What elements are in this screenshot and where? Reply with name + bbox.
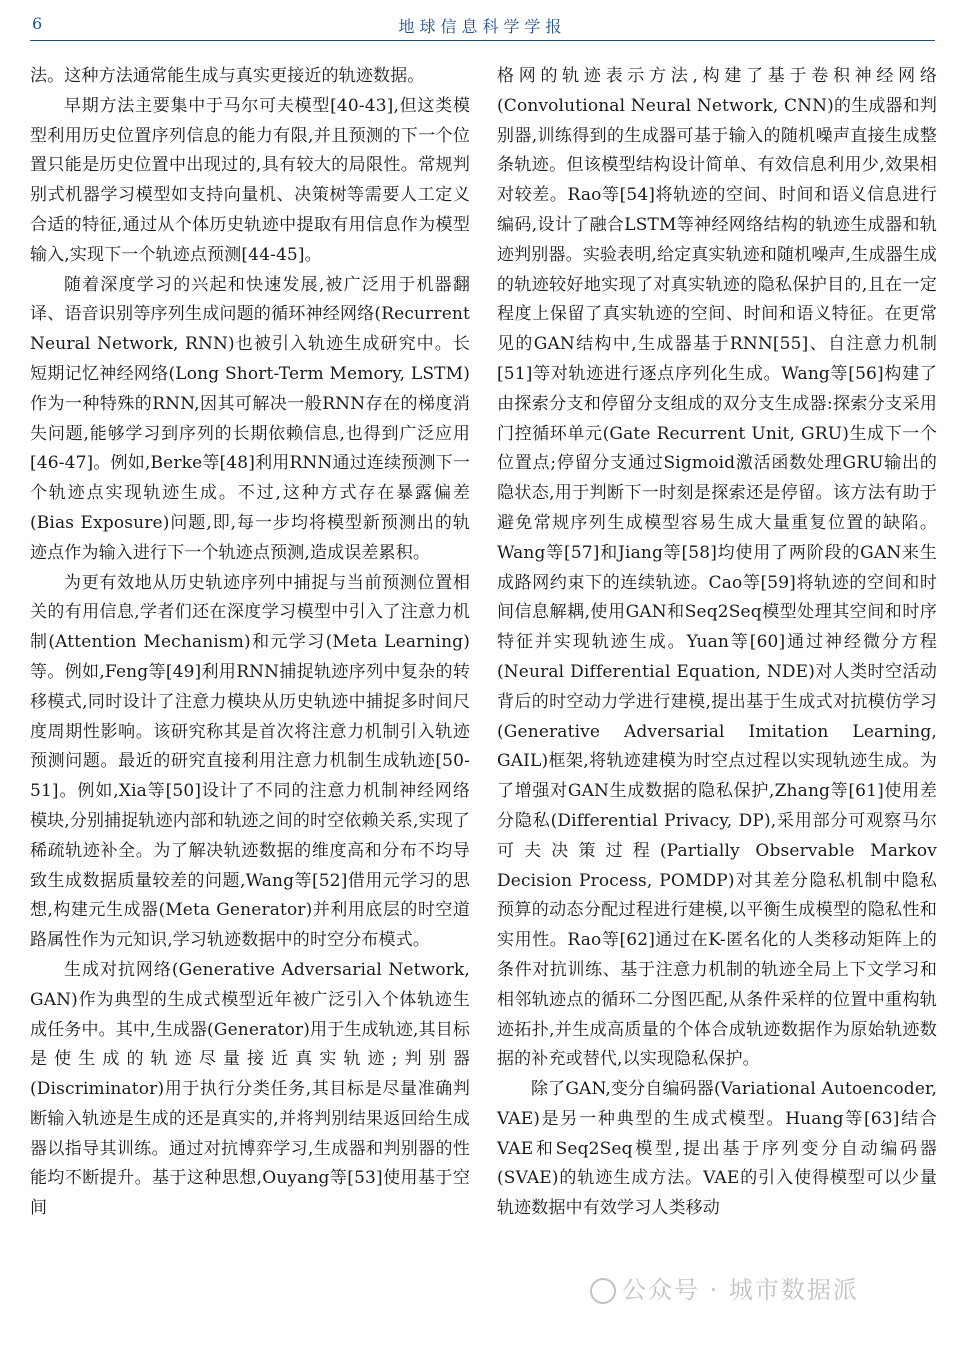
page-header	[30, 12, 935, 41]
left-column	[30, 62, 470, 1224]
watermark-text: 公众号 · 城市数据派	[622, 1276, 859, 1304]
paragraph: 早期方法主要集中于马尔可夫模型[40-43],但这类模型利用历史位置序列信息的能力有限,并且预测的下一个位置只能是历史位置中出现过的,具有较大的局限性。常规判别式机器学习模型如支持向量机、决策树等需要人工定义合适的特征,通过从个体历史轨迹中提取有用信息作为模型输入,实现下一个轨迹点预测[44-45]。	[30, 95, 470, 265]
watermark	[590, 1270, 859, 1305]
paragraph: 生成对抗网络(Generative Adversarial Network, GAN)作为典型的生成式模型近年被广泛引入个体轨迹生成任务中。其中,生成器(Generator)用于生成轨迹,其目标是使生成的轨迹尽量接近真实轨迹;判别器(Discriminator)用于执行分类任务,其目标是尽量准确判断输入轨迹是生成的还是真实的,并将判别结果返回给生成器以指导其训练。通过对抗博弈学习,生成器和判别器的性能均不断提升。基于这种思想,Ouyang等[53]使用基于空间	[30, 959, 470, 1219]
paragraph: 法。这种方法通常能生成与真实更接近的轨迹数据。	[30, 66, 425, 86]
paragraph: 格网的轨迹表示方法,构建了基于卷积神经网络(Convolutional Neural Network, CNN)的生成器和判别器,训练得到的生成器可基于输入的随机噪声直接生成整条轨迹。但该模型结构设计简单、有效信息利用少,效果相对较差。Rao等[54]将轨迹的空间、时间和语义信息进行编码,设计了融合LSTM等神经网络结构的轨迹生成器和轨迹判别器。实验表明,给定真实轨迹和随机噪声,生成器生成的轨迹较好地实现了对真实轨迹的隐私保护目的,且在一定程度上保留了真实轨迹的空间、时间和语义特征。在更常见的GAN结构中,生成器基于RNN[55]、自注意力机制[51]等对轨迹进行逐点序列化生成。Wang等[56]构建了由探索分支和停留分支组成的双分支生成器:探索分支采用门控循环单元(Gate Recurrent Unit, GRU)生成下一个位置点;停留分支通过Sigmoid激活函数处理GRU输出的隐状态,用于判断下一时刻是探索还是停留。该方法有助于避免常规序列生成模型容易生成大量重复位置的缺陷。Wang等[57]和Jiang等[58]均使用了两阶段的GAN来生成路网约束下的连续轨迹。Cao等[59]将轨迹的空间和时间信息解耦,使用GAN和Seq2Seq模型处理其空间和时序特征并实现轨迹生成。Yuan等[60]通过神经微分方程(Neural Differential Equation, NDE)对人类时空活动背后的时空动力学进行建模,提出基于生成式对抗模仿学习(Generative Adversarial Imitation Learning, GAIL)框架,将轨迹建模为时空点过程以实现轨迹生成。为了增强对GAN生成数据的隐私保护,Zhang等[61]使用差分隐私(Differential Privacy, DP),采用部分可观察马尔可夫决策过程(Partially Observable Markov Decision Process, POMDP)对其差分隐私机制中隐私预算的动态分配过程进行建模,以平衡生成模型的隐私性和实用性。Rao等[62]通过在K-匿名化的人类移动矩阵上的条件对抗训练、基于注意力机制的轨迹全局上下文学习和相邻轨迹点的循环二分图匹配,从条件采样的位置中重构轨迹拓扑,并生成高质量的个体合成轨迹数据作为原始轨迹数据的补充或替代,以实现隐私保护。	[497, 66, 937, 1070]
paragraph: 随着深度学习的兴起和快速发展,被广泛用于机器翻译、语音识别等序列生成问题的循环神经网络(Recurrent Neural Network, RNN)也被引入轨迹生成研究中。长短期记忆神经网络(Long Short-Term Memory, LSTM)作为一种特殊的RNN,因其可解决一般RNN存在的梯度消失问题,能够学习到序列的长期依赖信息,也得到广泛应用[46-47]。例如,Berke等[48]利用RNN通过连续预测下一个轨迹点实现轨迹生成。不过,这种方式存在暴露偏差(Bias Exposure)问题,即,每一步均将模型新预测出的轨迹点作为输入进行下一个轨迹点预测,造成误差累积。	[30, 274, 470, 563]
right-column	[497, 62, 937, 1224]
journal-title: 地球信息科学学报	[398, 17, 567, 36]
page-number: 6	[32, 14, 43, 33]
paragraph: 除了GAN,变分自编码器(Variational Autoencoder, VAE)是另一种典型的生成式模型。Huang等[63]结合VAE和Seq2Seq模型,提出基于序列变分自动编码器(SVAE)的轨迹生成方法。VAE的引入使得模型可以少量轨迹数据中有效学习人类移动	[497, 1079, 937, 1219]
wechat-icon	[590, 1278, 616, 1304]
paragraph: 为更有效地从历史轨迹序列中捕捉与当前预测位置相关的有用信息,学者们还在深度学习模型中引入了注意力机制(Attention Mechanism)和元学习(Meta Learning)等。例如,Feng等[49]利用RNN捕捉轨迹序列中复杂的转移模式,同时设计了注意力模块从历史轨迹中捕捉多时间尺度周期性影响。该研究称其是首次将注意力机制引入轨迹预测问题。最近的研究直接利用注意力机制生成轨迹[50-51]。例如,Xia等[50]设计了不同的注意力机制神经网络模块,分别捕捉轨迹内部和轨迹之间的时空依赖关系,实现了稀疏轨迹补全。为了解决轨迹数据的维度高和分布不均导致生成数据质量较差的问题,Wang等[52]借用元学习的思想,构建元生成器(Meta Generator)并利用底层的时空道路属性作为元知识,学习轨迹数据中的时空分布模式。	[30, 572, 470, 951]
